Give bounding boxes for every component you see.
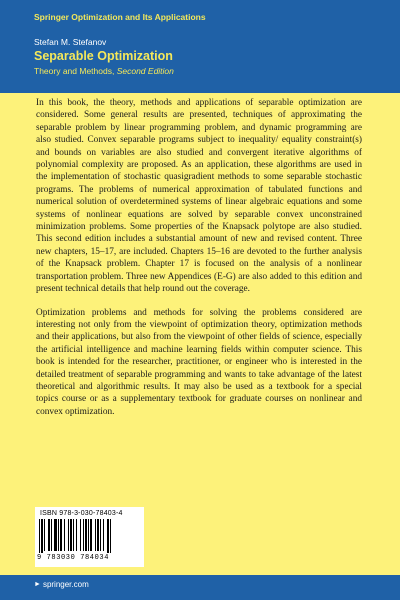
- barcode-bar: [39, 519, 40, 553]
- footer-band: [0, 575, 400, 600]
- barcode-bar: [73, 519, 74, 551]
- barcode-bar: [103, 519, 104, 551]
- barcode-bar: [76, 519, 77, 551]
- blurb: [36, 97, 362, 429]
- barcode-bar: [48, 519, 50, 551]
- barcode-bar: [110, 519, 111, 553]
- barcode-bar: [90, 519, 92, 551]
- blurb-paragraph: In this book, the theory, methods and applications of separable optimization are considered. Some general results are presented, techniques of approximating the separable problem by linear programming problem, and dynamic programming are also studied. Convex separable programs subject to inequality/ equality constraint(s) and bounds on variables are also studied and convergent iterative algorithms of polynomial complexity are proposed. As an application, these algorithms are used in the implementation of stochastic quasigradient methods to some separable stochastic programs. The problems of numerical approximation of tabulated functions and numerical solution of overdetermined systems of linear algebraic equations and some systems of nonlinear equations are solved by separable convex unconstrained minimization problems. Some properties of the Knapsack polytope are also studied. This second edition includes a substantial amount of new and revised content. Three new chapters, 15–17, are included. Chapters 15–16 are devoted to the further analysis of the Knapsack problem. Chapter 17 is focused on the analysis of a nonlinear transportation problem. Three new Appendices (E-G) are also added to this edition and present technical details that help round out the coverage.: [36, 98, 362, 295]
- edition-text: Second Edition: [116, 66, 174, 76]
- barcode-bar: [70, 519, 72, 551]
- barcode-bars: [39, 519, 140, 553]
- barcode-bar: [107, 519, 109, 553]
- book-title: Separable Optimization: [34, 49, 173, 63]
- barcode-bar: [68, 519, 69, 551]
- header-band: [0, 0, 400, 93]
- barcode-bar: [60, 519, 62, 551]
- barcode-bar: [95, 519, 96, 551]
- publisher-link[interactable]: [34, 580, 89, 589]
- arrow-icon: ►: [34, 581, 41, 588]
- author-name: Stefan M. Stefanov: [34, 37, 107, 47]
- barcode-bar: [83, 519, 84, 551]
- series-title: Springer Optimization and Its Applications: [34, 12, 206, 22]
- barcode-bar: [51, 519, 52, 551]
- subtitle-text: Theory and Methods,: [34, 66, 115, 76]
- barcode-bar: [54, 519, 57, 551]
- barcode-bar: [85, 519, 87, 551]
- barcode-bar: [88, 519, 89, 551]
- blurb-paragraph: Optimization problems and methods for solving the problems considered are interesting not only from the viewpoint of optimization theory, optimization methods and their applications, but also from the viewpoint of other fields of science, especially the artificial intelligence and machine learning fields within computer science. This book is intended for the researcher, practitioner, or engineer who is interested in the detailed treatment of separable programming and wants to take advantage of the latest theoretical and algorithmic results. It may also be used as a textbook for a special topics course or as a supplementary textbook for graduate courses on nonlinear and convex optimization.: [36, 307, 362, 417]
- publisher-link-text: springer.com: [42, 580, 89, 589]
- barcode-bar: [97, 519, 99, 551]
- barcode-bar: [58, 519, 59, 551]
- isbn-label: ISBN 978-3-030-78403-4: [40, 510, 123, 517]
- barcode-digits: 9 783030 784034: [37, 554, 110, 562]
- book-subtitle: [34, 66, 174, 76]
- barcode-bar: [64, 519, 65, 551]
- barcode-bar: [100, 519, 101, 551]
- barcode-bar: [44, 519, 45, 551]
- barcode-bar: [41, 519, 43, 553]
- barcode-bar: [80, 519, 81, 551]
- isbn-barcode: [35, 507, 144, 567]
